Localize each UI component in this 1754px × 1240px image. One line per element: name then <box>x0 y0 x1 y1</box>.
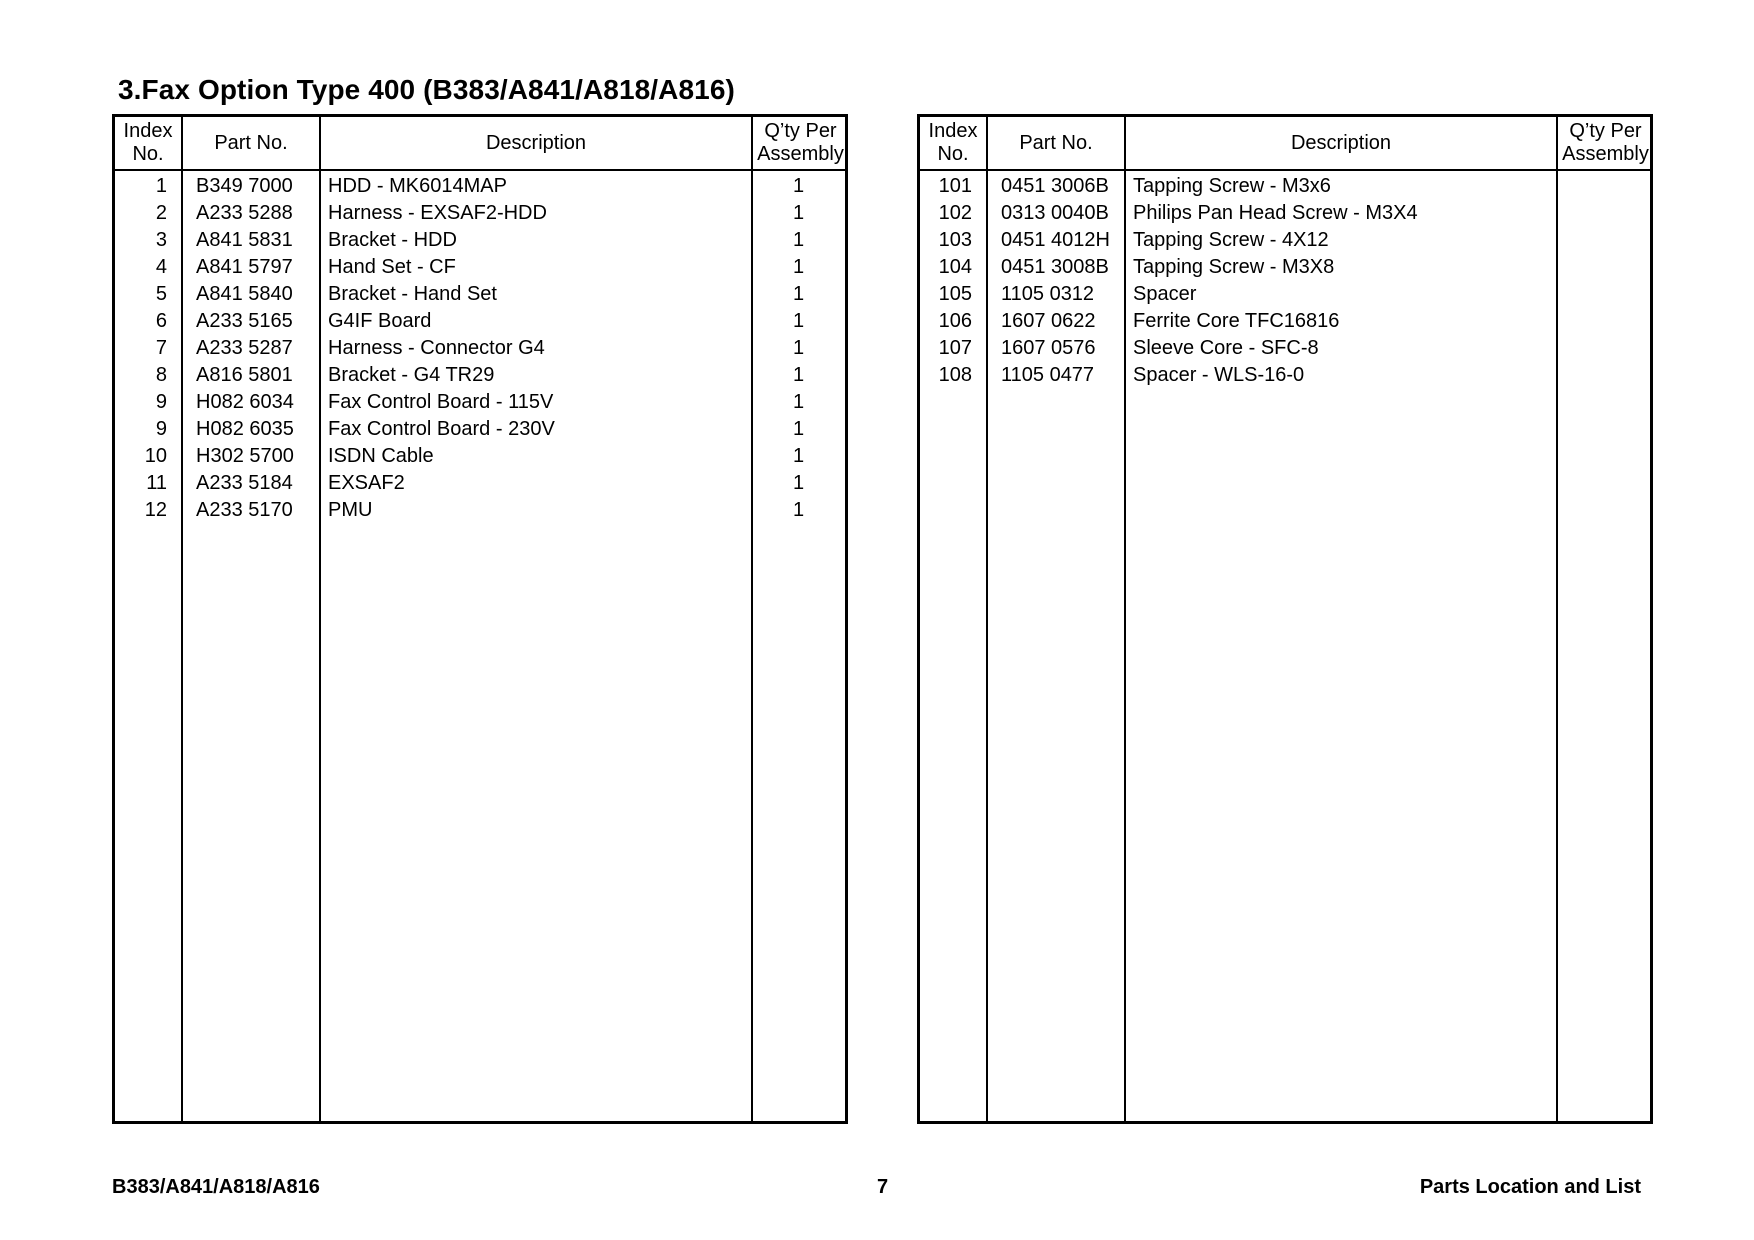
row-qty: 1 <box>792 283 805 305</box>
row-index: 2 <box>155 202 167 224</box>
footer-model: B383/A841/A818/A816 <box>112 1176 320 1198</box>
row-description: Bracket - G4 TR29 <box>328 364 495 386</box>
row-qty: 1 <box>792 391 805 413</box>
table-row <box>115 497 845 524</box>
table-row <box>115 443 845 470</box>
row-description: Spacer <box>1133 283 1197 305</box>
row-index: 106 <box>938 310 972 332</box>
row-part-no: A841 5831 <box>196 229 293 251</box>
row-index: 9 <box>155 391 167 413</box>
table-row <box>920 227 1650 254</box>
row-index: 10 <box>144 445 167 467</box>
row-description: Harness - Connector G4 <box>328 337 545 359</box>
row-index: 1 <box>155 175 167 197</box>
row-index: 4 <box>155 256 167 278</box>
row-part-no: A841 5840 <box>196 283 293 305</box>
row-qty <box>1558 200 1649 227</box>
header-description: Description <box>1290 131 1392 154</box>
row-description: Fax Control Board - 115V <box>328 391 554 413</box>
row-index: 9 <box>155 418 167 440</box>
table-row <box>115 470 845 497</box>
table-row <box>920 254 1650 281</box>
row-qty: 1 <box>792 472 805 494</box>
row-description: Tapping Screw - 4X12 <box>1133 229 1329 251</box>
row-description: Sleeve Core - SFC-8 <box>1133 337 1319 359</box>
page-title: 3.Fax Option Type 400 (B383/A841/A818/A816) <box>118 74 735 105</box>
row-description: ISDN Cable <box>328 445 434 467</box>
table-row <box>115 389 845 416</box>
row-description: G4IF Board <box>328 310 432 332</box>
header-qty: Q’ty Per Assembly <box>757 120 844 165</box>
table-row <box>920 200 1650 227</box>
row-part-no: A233 5287 <box>196 337 293 359</box>
parts-table-right <box>917 114 1653 1124</box>
row-qty <box>1558 173 1649 200</box>
header-index: Index No. <box>123 120 173 165</box>
row-qty <box>1558 281 1649 308</box>
row-part-no: A233 5165 <box>196 310 293 332</box>
row-index: 5 <box>155 283 167 305</box>
row-part-no: A233 5170 <box>196 499 293 521</box>
row-description: Ferrite Core TFC16816 <box>1133 310 1340 332</box>
row-description: Spacer - WLS-16-0 <box>1133 364 1305 386</box>
row-index: 103 <box>938 229 972 251</box>
header-part-no: Part No. <box>214 131 288 154</box>
table-row <box>115 416 845 443</box>
row-part-no: 0451 4012H <box>1001 229 1110 251</box>
row-part-no: A233 5184 <box>196 472 293 494</box>
row-part-no: H082 6034 <box>196 391 294 413</box>
table-row <box>115 308 845 335</box>
row-qty: 1 <box>792 499 805 521</box>
row-description: Bracket - HDD <box>328 229 457 251</box>
header-divider <box>920 169 1650 171</box>
row-index: 105 <box>938 283 972 305</box>
row-part-no: A841 5797 <box>196 256 293 278</box>
table-row <box>920 281 1650 308</box>
row-qty: 1 <box>792 445 805 467</box>
row-index: 12 <box>144 499 167 521</box>
table-row <box>920 308 1650 335</box>
row-part-no: 0451 3006B <box>1001 175 1109 197</box>
row-description: Philips Pan Head Screw - M3X4 <box>1133 202 1418 224</box>
table-row <box>920 173 1650 200</box>
row-description: Fax Control Board - 230V <box>328 418 555 440</box>
header-qty: Q’ty Per Assembly <box>1562 120 1649 165</box>
row-description: Tapping Screw - M3x6 <box>1133 175 1331 197</box>
row-part-no: 1607 0576 <box>1001 337 1096 359</box>
row-part-no: H082 6035 <box>196 418 294 440</box>
row-index: 8 <box>155 364 167 386</box>
parts-table-left <box>112 114 848 1124</box>
row-index: 102 <box>938 202 972 224</box>
header-divider <box>115 169 845 171</box>
row-qty: 1 <box>792 310 805 332</box>
row-description: Tapping Screw - M3X8 <box>1133 256 1335 278</box>
row-description: EXSAF2 <box>328 472 405 494</box>
row-part-no: 0313 0040B <box>1001 202 1109 224</box>
row-description: PMU <box>328 499 373 521</box>
table-row <box>115 335 845 362</box>
row-index: 3 <box>155 229 167 251</box>
row-description: Harness - EXSAF2-HDD <box>328 202 547 224</box>
row-description: Hand Set - CF <box>328 256 456 278</box>
row-index: 11 <box>146 472 167 494</box>
row-index: 104 <box>938 256 972 278</box>
row-qty: 1 <box>792 337 805 359</box>
table-row <box>115 254 845 281</box>
row-qty <box>1558 308 1649 335</box>
row-part-no: A233 5288 <box>196 202 293 224</box>
table-row <box>115 200 845 227</box>
row-qty <box>1558 227 1649 254</box>
row-part-no: 1105 0477 <box>1001 364 1095 386</box>
row-part-no: A816 5801 <box>196 364 293 386</box>
table-row <box>920 362 1650 389</box>
row-qty <box>1558 362 1649 389</box>
row-qty <box>1558 254 1649 281</box>
row-part-no: 0451 3008B <box>1001 256 1109 278</box>
row-part-no: 1607 0622 <box>1001 310 1096 332</box>
row-qty: 1 <box>792 229 805 251</box>
row-index: 7 <box>155 337 167 359</box>
row-part-no: B349 7000 <box>196 175 293 197</box>
footer-page-number: 7 <box>877 1176 889 1198</box>
table-row <box>115 362 845 389</box>
footer-section: Parts Location and List <box>1419 1176 1641 1198</box>
row-part-no: H302 5700 <box>196 445 294 467</box>
row-index: 108 <box>938 364 972 386</box>
row-qty: 1 <box>792 418 805 440</box>
row-qty: 1 <box>792 175 805 197</box>
header-description: Description <box>485 131 587 154</box>
table-row <box>920 335 1650 362</box>
row-qty: 1 <box>792 364 805 386</box>
table-row <box>115 173 845 200</box>
row-index: 6 <box>155 310 167 332</box>
table-row <box>115 281 845 308</box>
row-part-no: 1105 0312 <box>1001 283 1095 305</box>
row-qty: 1 <box>792 256 805 278</box>
row-qty: 1 <box>792 202 805 224</box>
row-qty <box>1558 335 1649 362</box>
row-description: HDD - MK6014MAP <box>328 175 507 197</box>
row-index: 101 <box>938 175 972 197</box>
header-part-no: Part No. <box>1019 131 1093 154</box>
row-description: Bracket - Hand Set <box>328 283 497 305</box>
header-index: Index No. <box>928 120 978 165</box>
table-row <box>115 227 845 254</box>
row-index: 107 <box>938 337 972 359</box>
